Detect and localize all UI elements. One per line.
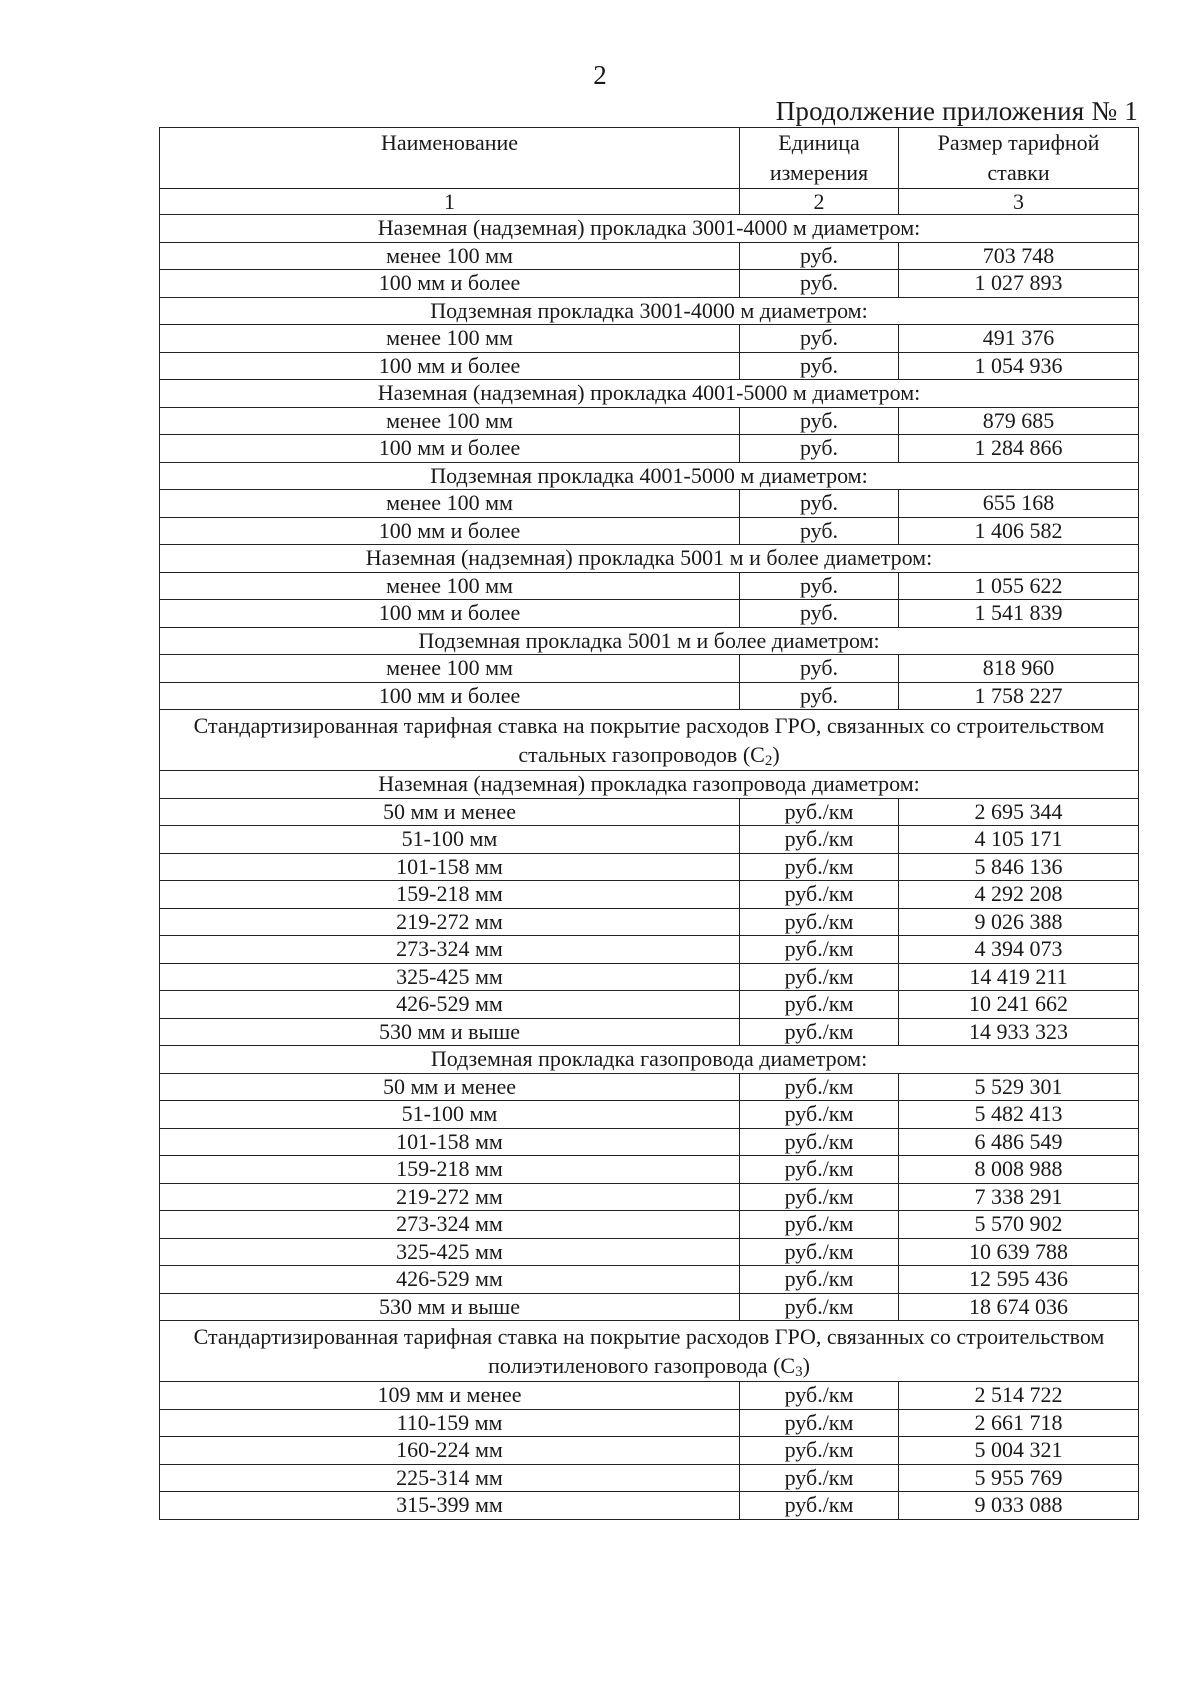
heading-text: Стандартизированная тарифная ставка на покрытие расходов ГРО, связанных со строительством полиэтиленового газопровода (С [193,1324,1105,1378]
header-rate: Размер тарифной ставки [899,128,1139,189]
table-row [160,325,1139,353]
row-unit: руб./км [740,1073,899,1101]
row-name: 51-100 мм [160,826,740,854]
row-value: 655 168 [899,490,1139,518]
row-name: 51-100 мм [160,1101,740,1129]
row-unit: руб./км [740,1437,899,1465]
section-header-row [160,545,1139,573]
row-value: 1 284 866 [899,435,1139,463]
row-unit: руб./км [740,1266,899,1294]
row-value: 1 758 227 [899,682,1139,710]
row-name: 273-324 мм [160,936,740,964]
table-row [160,1238,1139,1266]
table-row [160,1293,1139,1321]
row-value: 1 055 622 [899,572,1139,600]
table-body [160,189,1139,1520]
row-value: 879 685 [899,407,1139,435]
row-unit: руб./км [740,1464,899,1492]
rate-category-heading [160,1321,1139,1382]
row-value: 6 486 549 [899,1128,1139,1156]
row-unit: руб./км [740,798,899,826]
row-unit: руб./км [740,1238,899,1266]
rate-category-heading-row [160,1321,1139,1382]
row-value: 9 033 088 [899,1492,1139,1520]
table-row [160,407,1139,435]
row-unit: руб. [740,352,899,380]
table-row [160,936,1139,964]
row-value: 1 406 582 [899,517,1139,545]
section-title: Подземная прокладка 3001-4000 м диаметром: [160,297,1139,325]
row-unit: руб./км [740,1018,899,1046]
row-value: 5 482 413 [899,1101,1139,1129]
row-value: 14 933 323 [899,1018,1139,1046]
column-number: 1 [160,189,740,215]
row-value: 2 514 722 [899,1382,1139,1410]
row-name: 100 мм и более [160,435,740,463]
row-name: менее 100 мм [160,490,740,518]
header-row [160,128,1139,189]
section-header-row [160,297,1139,325]
row-name: 100 мм и более [160,600,740,628]
row-name: 100 мм и более [160,270,740,298]
row-unit: руб./км [740,1101,899,1129]
row-name: 325-425 мм [160,1238,740,1266]
row-unit: руб./км [740,991,899,1019]
row-value: 2 661 718 [899,1409,1139,1437]
table-row [160,1266,1139,1294]
header-unit: Единица измерения [740,128,899,189]
row-unit: руб. [740,270,899,298]
table-row [160,435,1139,463]
table-row [160,1156,1139,1184]
row-name: менее 100 мм [160,572,740,600]
row-unit: руб./км [740,963,899,991]
row-name: 426-529 мм [160,1266,740,1294]
row-name: 159-218 мм [160,1156,740,1184]
table-row [160,1492,1139,1520]
row-name: менее 100 мм [160,325,740,353]
section-header-row [160,462,1139,490]
rate-category-heading [160,710,1139,771]
table-row [160,1183,1139,1211]
row-value: 491 376 [899,325,1139,353]
row-unit: руб. [740,600,899,628]
row-name: менее 100 мм [160,407,740,435]
row-value: 4 394 073 [899,936,1139,964]
row-unit: руб./км [740,826,899,854]
table-row [160,798,1139,826]
column-number-row [160,189,1139,215]
table-row [160,1018,1139,1046]
row-unit: руб. [740,242,899,270]
row-unit: руб. [740,490,899,518]
column-number: 3 [899,189,1139,215]
row-value: 5 570 902 [899,1211,1139,1239]
row-value: 18 674 036 [899,1293,1139,1321]
table-row [160,1437,1139,1465]
row-name: 100 мм и более [160,682,740,710]
table-row [160,1211,1139,1239]
row-value: 12 595 436 [899,1266,1139,1294]
row-name: 50 мм и менее [160,798,740,826]
row-unit: руб./км [740,936,899,964]
table-row [160,1464,1139,1492]
section-header-row [160,380,1139,408]
tariff-table [159,127,1139,1520]
table-row [160,352,1139,380]
row-value: 5 529 301 [899,1073,1139,1101]
row-name: 160-224 мм [160,1437,740,1465]
row-name: 100 мм и более [160,352,740,380]
row-unit: руб. [740,655,899,683]
table-row [160,1382,1139,1410]
section-header-row [160,215,1139,243]
heading-close: ) [772,742,780,767]
row-unit: руб. [740,325,899,353]
header-name: Наименование [160,128,740,189]
table-row [160,1073,1139,1101]
row-value: 703 748 [899,242,1139,270]
row-value: 5 846 136 [899,853,1139,881]
row-name: менее 100 мм [160,242,740,270]
row-name: 426-529 мм [160,991,740,1019]
row-value: 1 541 839 [899,600,1139,628]
row-value: 1 054 936 [899,352,1139,380]
row-value: 1 027 893 [899,270,1139,298]
row-unit: руб. [740,435,899,463]
table-row [160,908,1139,936]
row-unit: руб./км [740,1293,899,1321]
table-row [160,881,1139,909]
section-title: Наземная (надземная) прокладка 5001 м и более диаметром: [160,545,1139,573]
table-row [160,853,1139,881]
row-name: 530 мм и выше [160,1018,740,1046]
section-header-row [160,771,1139,799]
section-title: Наземная (надземная) прокладка газопровода диаметром: [160,771,1139,799]
heading-subscript: 2 [764,753,773,769]
table-row [160,270,1139,298]
page-number: 2 [593,60,607,90]
table-row [160,600,1139,628]
heading-text: Стандартизированная тарифная ставка на покрытие расходов ГРО, связанных со строительством стальных газопроводов (С [193,713,1105,767]
row-unit: руб. [740,572,899,600]
row-value: 5 955 769 [899,1464,1139,1492]
row-name: 159-218 мм [160,881,740,909]
section-header-row [160,627,1139,655]
table-row [160,1409,1139,1437]
row-unit: руб./км [740,1382,899,1410]
row-unit: руб./км [740,881,899,909]
continuation-title: Продолжение приложения № 1 [775,96,1138,126]
row-unit: руб./км [740,1128,899,1156]
heading-close: ) [802,1353,810,1378]
row-name: 219-272 мм [160,908,740,936]
section-header-row [160,1046,1139,1074]
row-unit: руб./км [740,1156,899,1184]
row-name: 110-159 мм [160,1409,740,1437]
row-value: 10 639 788 [899,1238,1139,1266]
rate-category-heading-row [160,710,1139,771]
table-row [160,991,1139,1019]
row-name: 225-314 мм [160,1464,740,1492]
row-name: 101-158 мм [160,853,740,881]
row-unit: руб. [740,682,899,710]
table-row [160,490,1139,518]
row-value: 4 105 171 [899,826,1139,854]
row-name: менее 100 мм [160,655,740,683]
row-value: 9 026 388 [899,908,1139,936]
table-row [160,682,1139,710]
row-value: 14 419 211 [899,963,1139,991]
row-unit: руб. [740,517,899,545]
row-value: 2 695 344 [899,798,1139,826]
row-unit: руб./км [740,1492,899,1520]
table-row [160,1101,1139,1129]
table-row [160,242,1139,270]
row-value: 5 004 321 [899,1437,1139,1465]
column-number: 2 [740,189,899,215]
row-name: 315-399 мм [160,1492,740,1520]
table-row [160,572,1139,600]
row-name: 530 мм и выше [160,1293,740,1321]
row-name: 101-158 мм [160,1128,740,1156]
table-row [160,963,1139,991]
row-name: 273-324 мм [160,1211,740,1239]
table-row [160,517,1139,545]
section-title: Подземная прокладка газопровода диаметром: [160,1046,1139,1074]
row-name: 100 мм и более [160,517,740,545]
table-row [160,655,1139,683]
row-unit: руб./км [740,853,899,881]
row-value: 10 241 662 [899,991,1139,1019]
row-value: 7 338 291 [899,1183,1139,1211]
section-title: Наземная (надземная) прокладка 3001-4000 м диаметром: [160,215,1139,243]
table-row [160,826,1139,854]
section-title: Подземная прокладка 5001 м и более диаметром: [160,627,1139,655]
row-name: 109 мм и менее [160,1382,740,1410]
section-title: Наземная (надземная) прокладка 4001-5000 м диаметром: [160,380,1139,408]
table-row [160,1128,1139,1156]
row-unit: руб. [740,407,899,435]
row-name: 325-425 мм [160,963,740,991]
row-name: 219-272 мм [160,1183,740,1211]
row-value: 8 008 988 [899,1156,1139,1184]
row-value: 4 292 208 [899,881,1139,909]
row-value: 818 960 [899,655,1139,683]
section-title: Подземная прокладка 4001-5000 м диаметром: [160,462,1139,490]
row-name: 50 мм и менее [160,1073,740,1101]
row-unit: руб./км [740,1183,899,1211]
row-unit: руб./км [740,908,899,936]
row-unit: руб./км [740,1211,899,1239]
row-unit: руб./км [740,1409,899,1437]
heading-subscript: 3 [795,1364,803,1380]
